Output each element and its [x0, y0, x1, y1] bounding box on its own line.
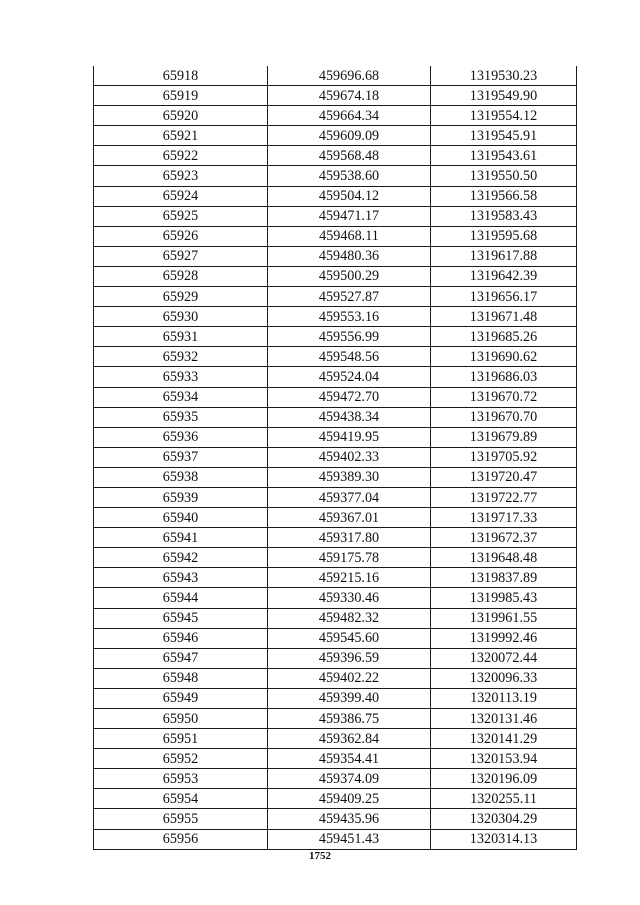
- point-id-cell: 65954: [94, 789, 268, 809]
- y-coordinate-cell: 1319720.47: [431, 467, 577, 487]
- x-coordinate-cell: 459175.78: [268, 548, 431, 568]
- x-coordinate-cell: 459451.43: [268, 829, 431, 849]
- point-id-cell: 65955: [94, 809, 268, 829]
- point-id-cell: 65921: [94, 126, 268, 146]
- y-coordinate-cell: 1319686.03: [431, 367, 577, 387]
- table-row: [94, 568, 577, 588]
- y-coordinate-cell: 1320255.11: [431, 789, 577, 809]
- point-id-cell: 65943: [94, 568, 268, 588]
- x-coordinate-cell: 459215.16: [268, 568, 431, 588]
- x-coordinate-cell: 459402.22: [268, 668, 431, 688]
- table-row: [94, 648, 577, 668]
- x-coordinate-cell: 459664.34: [268, 106, 431, 126]
- table-row: [94, 146, 577, 166]
- y-coordinate-cell: 1319566.58: [431, 186, 577, 206]
- point-id-cell: 65953: [94, 769, 268, 789]
- x-coordinate-cell: 459362.84: [268, 729, 431, 749]
- y-coordinate-cell: 1319837.89: [431, 568, 577, 588]
- point-id-cell: 65942: [94, 548, 268, 568]
- x-coordinate-cell: 459354.41: [268, 749, 431, 769]
- point-id-cell: 65920: [94, 106, 268, 126]
- point-id-cell: 65937: [94, 447, 268, 467]
- point-id-cell: 65950: [94, 709, 268, 729]
- point-id-cell: 65946: [94, 628, 268, 648]
- point-id-cell: 65941: [94, 528, 268, 548]
- x-coordinate-cell: 459482.32: [268, 608, 431, 628]
- x-coordinate-cell: 459480.36: [268, 246, 431, 266]
- point-id-cell: 65926: [94, 226, 268, 246]
- table-row: [94, 447, 577, 467]
- point-id-cell: 65947: [94, 648, 268, 668]
- point-id-cell: 65932: [94, 347, 268, 367]
- point-id-cell: 65934: [94, 387, 268, 407]
- y-coordinate-cell: 1319549.90: [431, 86, 577, 106]
- table-row: [94, 769, 577, 789]
- point-id-cell: 65935: [94, 407, 268, 427]
- table-row: [94, 709, 577, 729]
- y-coordinate-cell: 1320141.29: [431, 729, 577, 749]
- x-coordinate-cell: 459386.75: [268, 709, 431, 729]
- x-coordinate-cell: 459471.17: [268, 206, 431, 226]
- coordinates-table: [93, 66, 577, 850]
- point-id-cell: 65952: [94, 749, 268, 769]
- point-id-cell: 65944: [94, 588, 268, 608]
- table-row: [94, 367, 577, 387]
- point-id-cell: 65956: [94, 829, 268, 849]
- y-coordinate-cell: 1320131.46: [431, 709, 577, 729]
- page-number: 1752: [309, 850, 331, 862]
- table-row: [94, 266, 577, 286]
- x-coordinate-cell: 459527.87: [268, 287, 431, 307]
- table-row: [94, 307, 577, 327]
- x-coordinate-cell: 459389.30: [268, 467, 431, 487]
- table-row: [94, 86, 577, 106]
- table-row: [94, 287, 577, 307]
- table-row: [94, 829, 577, 849]
- y-coordinate-cell: 1319671.48: [431, 307, 577, 327]
- y-coordinate-cell: 1319648.48: [431, 548, 577, 568]
- point-id-cell: 65930: [94, 307, 268, 327]
- table-row: [94, 508, 577, 528]
- table-row: [94, 809, 577, 829]
- x-coordinate-cell: 459438.34: [268, 407, 431, 427]
- x-coordinate-cell: 459435.96: [268, 809, 431, 829]
- x-coordinate-cell: 459674.18: [268, 86, 431, 106]
- point-id-cell: 65945: [94, 608, 268, 628]
- x-coordinate-cell: 459402.33: [268, 447, 431, 467]
- point-id-cell: 65936: [94, 427, 268, 447]
- y-coordinate-cell: 1319722.77: [431, 487, 577, 507]
- table-row: [94, 407, 577, 427]
- y-coordinate-cell: 1320153.94: [431, 749, 577, 769]
- x-coordinate-cell: 459500.29: [268, 266, 431, 286]
- point-id-cell: 65925: [94, 206, 268, 226]
- point-id-cell: 65924: [94, 186, 268, 206]
- y-coordinate-cell: 1320196.09: [431, 769, 577, 789]
- y-coordinate-cell: 1319717.33: [431, 508, 577, 528]
- point-id-cell: 65922: [94, 146, 268, 166]
- point-id-cell: 65918: [94, 66, 268, 86]
- y-coordinate-cell: 1319961.55: [431, 608, 577, 628]
- y-coordinate-cell: 1319672.37: [431, 528, 577, 548]
- table-row: [94, 588, 577, 608]
- y-coordinate-cell: 1319705.92: [431, 447, 577, 467]
- y-coordinate-cell: 1319690.62: [431, 347, 577, 367]
- x-coordinate-cell: 459330.46: [268, 588, 431, 608]
- table-row: [94, 467, 577, 487]
- y-coordinate-cell: 1319679.89: [431, 427, 577, 447]
- table-row: [94, 528, 577, 548]
- table-row: [94, 186, 577, 206]
- point-id-cell: 65933: [94, 367, 268, 387]
- point-id-cell: 65928: [94, 266, 268, 286]
- table-row: [94, 166, 577, 186]
- table-row: [94, 427, 577, 447]
- x-coordinate-cell: 459696.68: [268, 66, 431, 86]
- x-coordinate-cell: 459545.60: [268, 628, 431, 648]
- point-id-cell: 65931: [94, 327, 268, 347]
- table-row: [94, 628, 577, 648]
- x-coordinate-cell: 459377.04: [268, 487, 431, 507]
- table-row: [94, 749, 577, 769]
- coordinates-table-body: [94, 66, 577, 849]
- table-row: [94, 246, 577, 266]
- table-row: [94, 347, 577, 367]
- point-id-cell: 65938: [94, 467, 268, 487]
- point-id-cell: 65949: [94, 688, 268, 708]
- y-coordinate-cell: 1319595.68: [431, 226, 577, 246]
- x-coordinate-cell: 459538.60: [268, 166, 431, 186]
- table-row: [94, 226, 577, 246]
- y-coordinate-cell: 1319642.39: [431, 266, 577, 286]
- x-coordinate-cell: 459396.59: [268, 648, 431, 668]
- y-coordinate-cell: 1319530.23: [431, 66, 577, 86]
- x-coordinate-cell: 459609.09: [268, 126, 431, 146]
- x-coordinate-cell: 459399.40: [268, 688, 431, 708]
- y-coordinate-cell: 1319545.91: [431, 126, 577, 146]
- y-coordinate-cell: 1320096.33: [431, 668, 577, 688]
- table-row: [94, 688, 577, 708]
- y-coordinate-cell: 1320113.19: [431, 688, 577, 708]
- point-id-cell: 65927: [94, 246, 268, 266]
- x-coordinate-cell: 459419.95: [268, 427, 431, 447]
- y-coordinate-cell: 1319617.88: [431, 246, 577, 266]
- table-row: [94, 387, 577, 407]
- y-coordinate-cell: 1319583.43: [431, 206, 577, 226]
- x-coordinate-cell: 459367.01: [268, 508, 431, 528]
- table-row: [94, 668, 577, 688]
- y-coordinate-cell: 1320314.13: [431, 829, 577, 849]
- x-coordinate-cell: 459568.48: [268, 146, 431, 166]
- point-id-cell: 65923: [94, 166, 268, 186]
- x-coordinate-cell: 459317.80: [268, 528, 431, 548]
- table-row: [94, 126, 577, 146]
- y-coordinate-cell: 1319554.12: [431, 106, 577, 126]
- x-coordinate-cell: 459553.16: [268, 307, 431, 327]
- table-row: [94, 729, 577, 749]
- x-coordinate-cell: 459468.11: [268, 226, 431, 246]
- x-coordinate-cell: 459374.09: [268, 769, 431, 789]
- y-coordinate-cell: 1319656.17: [431, 287, 577, 307]
- x-coordinate-cell: 459556.99: [268, 327, 431, 347]
- y-coordinate-cell: 1320072.44: [431, 648, 577, 668]
- y-coordinate-cell: 1319550.50: [431, 166, 577, 186]
- y-coordinate-cell: 1319685.26: [431, 327, 577, 347]
- y-coordinate-cell: 1319985.43: [431, 588, 577, 608]
- x-coordinate-cell: 459548.56: [268, 347, 431, 367]
- x-coordinate-cell: 459524.04: [268, 367, 431, 387]
- table-row: [94, 789, 577, 809]
- table-row: [94, 548, 577, 568]
- table-row: [94, 487, 577, 507]
- y-coordinate-cell: 1319670.70: [431, 407, 577, 427]
- table-row: [94, 206, 577, 226]
- x-coordinate-cell: 459472.70: [268, 387, 431, 407]
- table-row: [94, 106, 577, 126]
- table-row: [94, 327, 577, 347]
- x-coordinate-cell: 459504.12: [268, 186, 431, 206]
- table-row: [94, 66, 577, 86]
- y-coordinate-cell: 1320304.29: [431, 809, 577, 829]
- point-id-cell: 65919: [94, 86, 268, 106]
- point-id-cell: 65929: [94, 287, 268, 307]
- y-coordinate-cell: 1319670.72: [431, 387, 577, 407]
- point-id-cell: 65940: [94, 508, 268, 528]
- x-coordinate-cell: 459409.25: [268, 789, 431, 809]
- y-coordinate-cell: 1319992.46: [431, 628, 577, 648]
- table-row: [94, 608, 577, 628]
- point-id-cell: 65951: [94, 729, 268, 749]
- point-id-cell: 65948: [94, 668, 268, 688]
- point-id-cell: 65939: [94, 487, 268, 507]
- y-coordinate-cell: 1319543.61: [431, 146, 577, 166]
